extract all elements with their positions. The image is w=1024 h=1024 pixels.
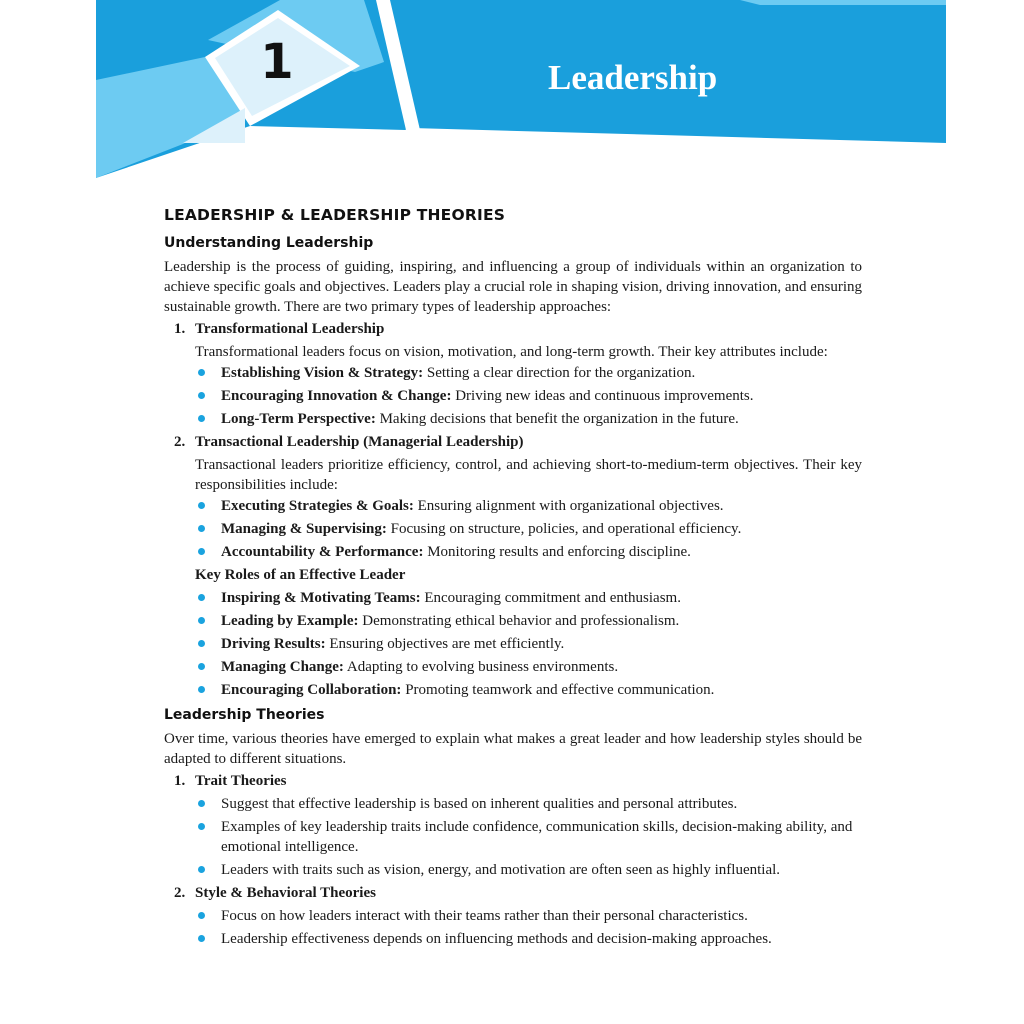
subsection-title-theories: Leadership Theories xyxy=(164,707,325,723)
bullet-icon xyxy=(198,686,205,693)
banner-top-stripe xyxy=(740,0,946,5)
bullet-icon xyxy=(198,912,205,919)
theory-heading: Trait Theories xyxy=(195,773,287,789)
list-item xyxy=(195,588,862,608)
bullet-text: Adapting to evolving business environments. xyxy=(343,659,619,675)
bullet-text: Focusing on structure, policies, and operational efficiency. xyxy=(386,521,742,537)
bullet-icon xyxy=(198,369,205,376)
list-item xyxy=(195,519,862,539)
type-heading: Transformational Leadership xyxy=(195,321,385,337)
list-item xyxy=(195,542,862,562)
theory-points-list xyxy=(195,906,862,949)
theory-number: 2. xyxy=(174,885,186,901)
bullet-icon xyxy=(198,594,205,601)
list-item xyxy=(195,634,862,654)
bullet-term: Accountability & Performance: xyxy=(221,544,424,560)
bullet-icon xyxy=(198,823,205,830)
bullet-text: Focus on how leaders interact with their teams rather than their personal characteristics. xyxy=(221,908,748,924)
list-item xyxy=(195,929,862,949)
bullet-text: Examples of key leadership traits include confidence, communication skills, decision-making ability, and emotional intelligence. xyxy=(221,819,853,855)
list-item xyxy=(195,611,862,631)
type-attributes-list xyxy=(195,363,862,429)
bullet-text: Leadership effectiveness depends on influencing methods and decision-making approaches. xyxy=(221,931,772,947)
bullet-term: Driving Results: xyxy=(221,636,326,652)
bullet-icon xyxy=(198,800,205,807)
leadership-type-1 xyxy=(164,319,862,429)
type-number: 1. xyxy=(174,321,186,337)
list-item xyxy=(195,680,862,700)
list-item xyxy=(195,657,862,677)
bullet-icon xyxy=(198,502,205,509)
type-description: Transactional leaders prioritize efficiency, control, and achieving short-to-medium-term objectives. Their key responsibilities include: xyxy=(195,457,862,493)
bullet-text: Demonstrating ethical behavior and professionalism. xyxy=(358,613,680,629)
bullet-term: Encouraging Collaboration: xyxy=(221,682,402,698)
bullet-text: Encouraging commitment and enthusiasm. xyxy=(420,590,681,606)
bullet-icon xyxy=(198,392,205,399)
bullet-term: Managing & Supervising: xyxy=(221,521,387,537)
bullet-text: Driving new ideas and continuous improvements. xyxy=(451,388,754,404)
type-number: 2. xyxy=(174,434,186,450)
theory-number: 1. xyxy=(174,773,186,789)
chapter-number: 1 xyxy=(260,34,294,90)
type-heading: Transactional Leadership (Managerial Leadership) xyxy=(195,434,524,450)
bullet-text: Ensuring alignment with organizational objectives. xyxy=(413,498,724,514)
bullet-term: Managing Change: xyxy=(221,659,344,675)
bullet-text: Promoting teamwork and effective communication. xyxy=(401,682,715,698)
bullet-icon xyxy=(198,935,205,942)
bullet-term: Encouraging Innovation & Change: xyxy=(221,388,452,404)
bullet-term: Inspiring & Motivating Teams: xyxy=(221,590,421,606)
section-title: LEADERSHIP & LEADERSHIP THEORIES xyxy=(164,206,506,224)
bullet-text: Ensuring objectives are met efficiently. xyxy=(325,636,565,652)
list-item xyxy=(195,409,862,429)
type-description: Transformational leaders focus on vision, motivation, and long-term growth. Their key attributes include: xyxy=(195,344,828,360)
list-item xyxy=(195,386,862,406)
key-roles-list xyxy=(195,588,862,700)
bullet-icon xyxy=(198,415,205,422)
list-item xyxy=(195,860,862,880)
bullet-term: Long-Term Perspective: xyxy=(221,411,376,427)
bullet-text: Suggest that effective leadership is based on inherent qualities and personal attributes. xyxy=(221,796,738,812)
theory-heading: Style & Behavioral Theories xyxy=(195,885,376,901)
bullet-text: Setting a clear direction for the organization. xyxy=(423,365,696,381)
bullet-icon xyxy=(198,548,205,555)
bullet-icon xyxy=(198,640,205,647)
type-responsibilities-list xyxy=(195,496,862,562)
bullet-text: Leaders with traits such as vision, energy, and motivation are often seen as highly influential. xyxy=(221,862,781,878)
bullet-icon xyxy=(198,617,205,624)
theory-1 xyxy=(164,771,862,880)
bullet-icon xyxy=(198,525,205,532)
theories-intro: Over time, various theories have emerged to explain what makes a great leader and how leadership styles should be adapted to different situations. xyxy=(164,731,862,767)
chapter-banner xyxy=(0,0,1024,190)
theory-points-list xyxy=(195,794,862,880)
understanding-intro: Leadership is the process of guiding, inspiring, and influencing a group of individuals within an organization to achieve specific goals and objectives. Leaders play a crucial role in shaping vision, driving innovation, and ensuring sustainable growth. There are two primary types of leadership approaches: xyxy=(164,259,862,315)
leadership-type-2 xyxy=(164,432,862,700)
subsection-title-understanding: Understanding Leadership xyxy=(164,235,374,251)
list-item xyxy=(195,794,862,814)
list-item xyxy=(195,906,862,926)
bullet-term: Leading by Example: xyxy=(221,613,359,629)
bullet-term: Executing Strategies & Goals: xyxy=(221,498,414,514)
bullet-icon xyxy=(198,866,205,873)
page-content xyxy=(164,205,862,952)
bullet-text: Making decisions that benefit the organization in the future. xyxy=(375,411,739,427)
theory-2 xyxy=(164,883,862,949)
bullet-text: Monitoring results and enforcing discipline. xyxy=(423,544,691,560)
chapter-title: Leadership xyxy=(548,58,718,97)
list-item xyxy=(195,363,862,383)
bullet-icon xyxy=(198,663,205,670)
bullet-term: Establishing Vision & Strategy: xyxy=(221,365,424,381)
list-item xyxy=(195,496,862,516)
key-roles-heading: Key Roles of an Effective Leader xyxy=(195,567,406,583)
list-item xyxy=(195,817,862,857)
